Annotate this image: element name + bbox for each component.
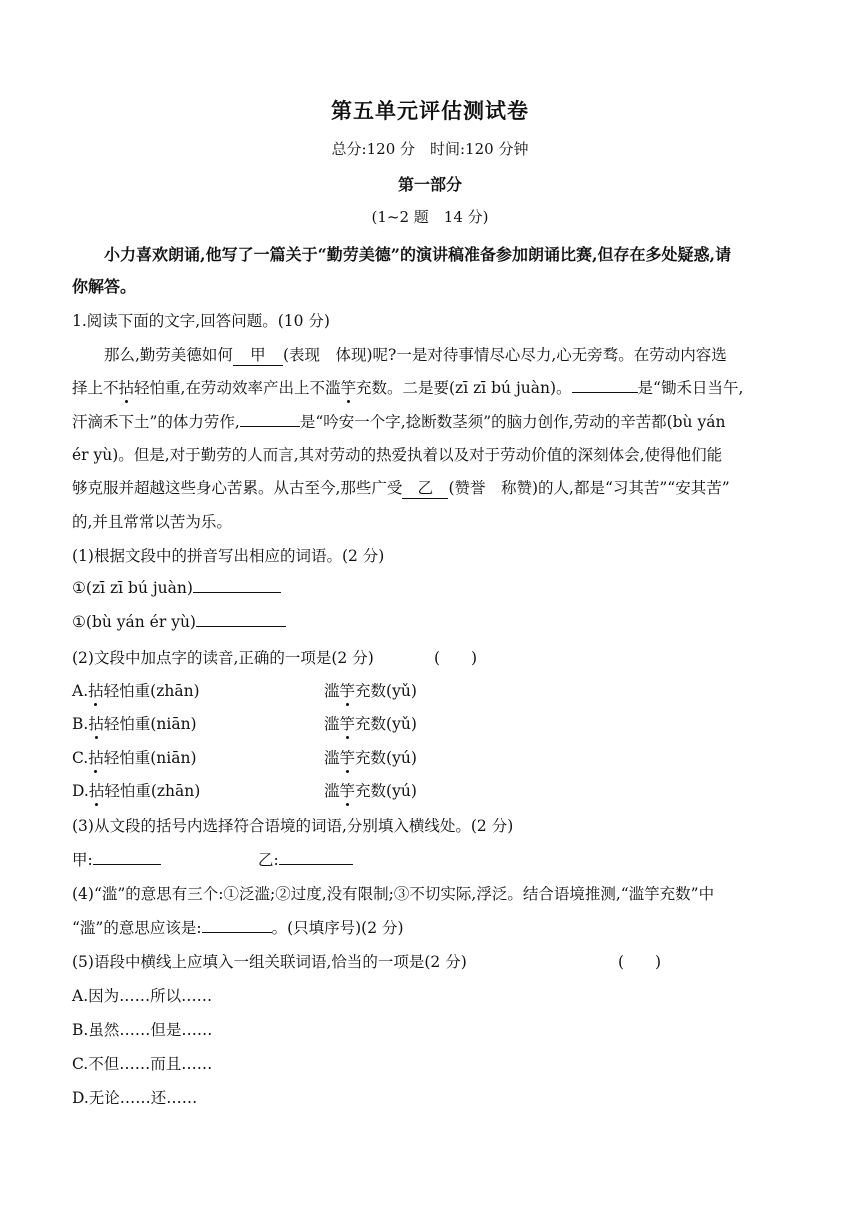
answer-blank[interactable] (572, 378, 638, 393)
passage-line-3: 汗滴禾下土”的体力劳作, 是“吟安一个字,捻断数茎须”的脑力创作,劳动的辛苦都(bù yán (72, 413, 726, 431)
intro-line-2: 你解答。 (72, 277, 137, 296)
dotted-char: 拈 (88, 679, 104, 701)
answer-blank[interactable] (240, 412, 300, 427)
option-b[interactable]: B.拈轻怕重(niān) 滥竽充数(yǔ) (72, 712, 796, 734)
answer-blank[interactable] (202, 918, 272, 933)
option-a[interactable]: A.拈轻怕重(zhān) 滥竽充数(yǔ) (72, 679, 796, 701)
passage-line-5: 够克服并超越这些身心苦累。从古至今,那些广受 乙 (赞誉 称赞)的人,都是“习其苦”“安其苦” (72, 479, 730, 497)
option-c[interactable]: C.不但……而且…… (72, 1055, 213, 1073)
sub-question-3-answers: 甲: 乙: (72, 848, 796, 870)
question-range: (1~2 题 14 分) (371, 208, 489, 226)
part-heading: 第一部分 (397, 175, 462, 194)
dotted-char: 拈 (89, 779, 105, 801)
sub-question-1-b: ①(bù yán ér yù) (72, 612, 796, 631)
blank-yi: 乙 (402, 480, 448, 499)
dotted-char: 竽 (340, 376, 356, 398)
answer-paren[interactable]: ( ) (434, 649, 478, 667)
option-a[interactable]: A.因为……所以…… (72, 987, 213, 1005)
sub-question-1-a: ①(zī zī bú juàn) (72, 578, 796, 597)
answer-blank-jia[interactable] (93, 850, 161, 865)
sub-question-4-line-1: (4)“滥”的意思有三个:①泛滥;②过度,没有限制;③不切实际,浮泛。结合语境推测,“滥竽充数”中 (72, 885, 715, 903)
option-d[interactable]: D.拈轻怕重(zhān) 滥竽充数(yú) (72, 779, 796, 801)
dotted-char: 拈 (119, 376, 135, 398)
dotted-char: 竽 (340, 679, 356, 701)
sub-question-3: (3)从文段的括号内选择符合语境的词语,分别填入横线处。(2 分) (72, 817, 514, 835)
dotted-char: 拈 (88, 746, 104, 768)
question-1-stem: 1.阅读下面的文字,回答问题。(10 分) (72, 312, 330, 330)
dotted-char: 竽 (340, 779, 356, 801)
passage-line-4: ér yù)。但是,对于勤劳的人而言,其对劳动的热爱执着以及对于劳动价值的深刻体会,使得他们能 (72, 446, 723, 464)
answer-blank-yi[interactable] (279, 850, 353, 865)
option-d[interactable]: D.无论……还…… (72, 1089, 198, 1107)
passage-line-6: 的,并且常常以苦为乐。 (72, 513, 232, 531)
answer-paren[interactable]: ( ) (618, 953, 662, 971)
exam-info: 总分:120 分 时间:120 分钟 (331, 140, 529, 158)
sub-question-5: (5)语段中横线上应填入一组关联词语,恰当的一项是(2 分) ( ) (72, 950, 796, 972)
passage-line-2: 择上不拈轻怕重,在劳动效率产出上不滥竽充数。二是要(zī zī bú juàn)。 是“锄禾日当午, (72, 376, 796, 398)
sub-question-1: (1)根据文段中的拼音写出相应的词语。(2 分) (72, 547, 385, 565)
dotted-char: 竽 (340, 712, 356, 734)
sub-question-4-line-2: “滥”的意思应该是: 。(只填序号)(2 分) (72, 919, 404, 937)
intro-line-1: 小力喜欢朗诵,他写了一篇关于“勤劳美德”的演讲稿准备参加朗诵比赛,但存在多处疑惑,请 (104, 245, 732, 264)
dotted-char: 拈 (88, 712, 104, 734)
answer-blank[interactable] (193, 578, 281, 593)
dotted-char: 竽 (340, 746, 356, 768)
option-c[interactable]: C.拈轻怕重(niān) 滥竽充数(yú) (72, 746, 796, 768)
sub-question-2: (2)文段中加点字的读音,正确的一项是(2 分) ( ) (72, 646, 796, 668)
answer-blank[interactable] (196, 612, 286, 627)
passage-line-1: 那么,勤劳美德如何 甲 (表现 体现)呢?一是对待事情尽心尽力,心无旁骛。在劳动内容选 (104, 346, 727, 364)
page-title: 第五单元评估测试卷 (331, 98, 529, 123)
option-b[interactable]: B.虽然……但是…… (72, 1021, 213, 1039)
blank-jia: 甲 (233, 347, 283, 366)
